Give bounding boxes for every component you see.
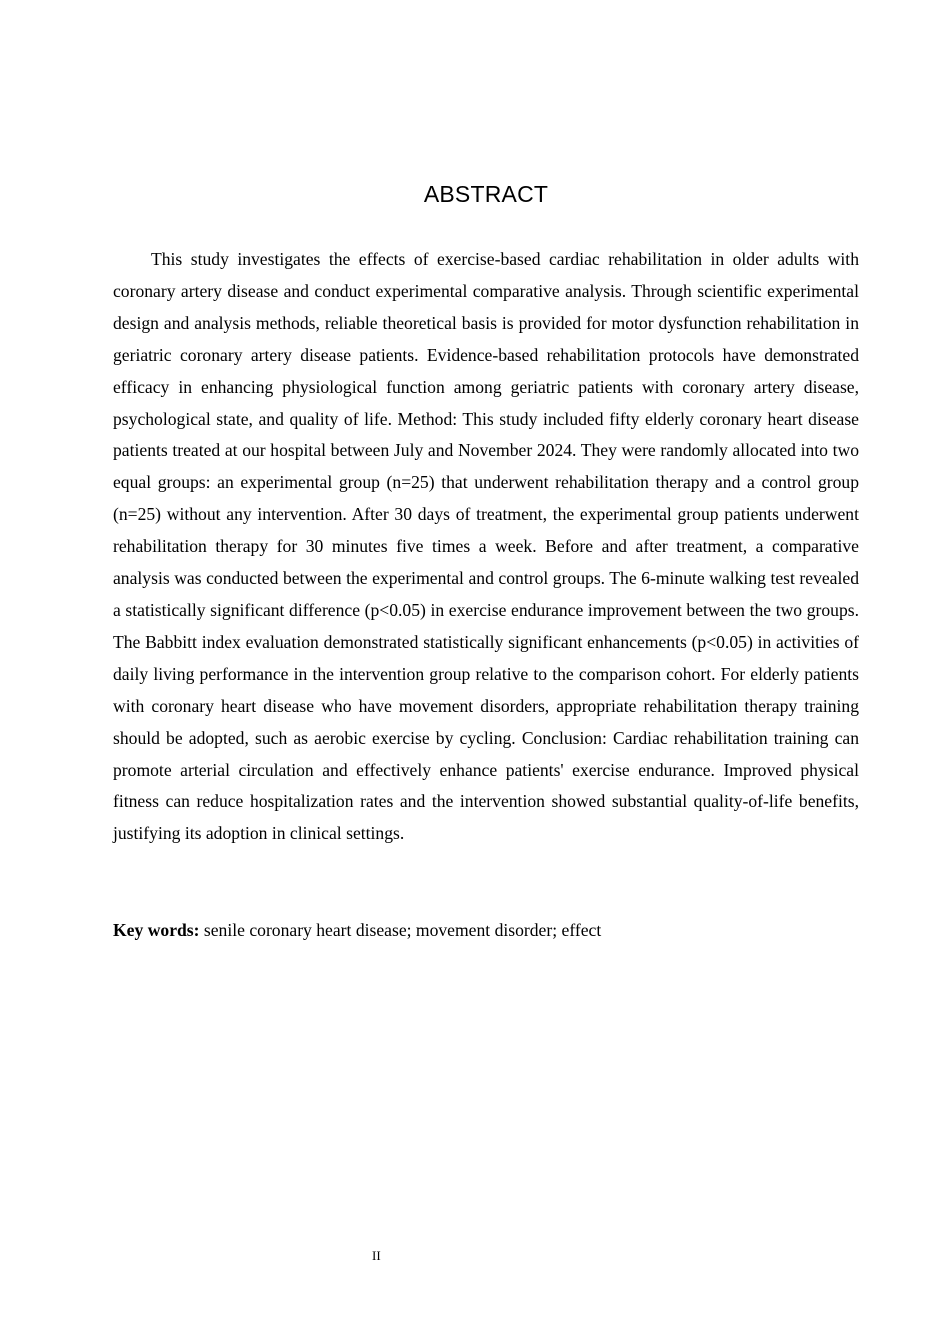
keywords-line (113, 915, 859, 947)
abstract-paragraph: This study investigates the effects of exercise-based cardiac rehabilitation in older adults with coronary artery disease and conduct experimental comparative analysis. Through scientific experimental design and analysis methods, reliable theoretical basis is provided for motor dysfunction rehabilitation in geriatric coronary artery disease patients. Evidence-based rehabilitation protocols have demonstrated efficacy in enhancing physiological function among geriatric patients with coronary artery disease, psychological state, and quality of life. Method: This study included fifty elderly coronary heart disease patients treated at our hospital between July and November 2024. They were randomly allocated into two equal groups: an experimental group (n=25) that underwent rehabilitation therapy and a control group (n=25) without any intervention. After 30 days of treatment, the experimental group patients underwent rehabilitation therapy for 30 minutes five times a week. Before and after treatment, a comparative analysis was conducted between the experimental and control groups. The 6-minute walking test revealed a statistically significant difference (p<0.05) in exercise endurance improvement between the two groups. The Babbitt index evaluation demonstrated statistically significant enhancements (p<0.05) in activities of daily living performance in the intervention group relative to the comparison cohort. For elderly patients with coronary heart disease who have movement disorders, appropriate rehabilitation therapy training should be adopted, such as aerobic exercise by cycling. Conclusion: Cardiac rehabilitation training can promote arterial circulation and effectively enhance patients' exercise endurance. Improved physical fitness can reduce hospitalization rates and the intervention showed substantial quality-of-life benefits, justifying its adoption in clinical settings. (113, 249, 859, 844)
keywords-text: senile coronary heart disease; movement disorder; effect (199, 920, 602, 940)
page-number: II (372, 1248, 381, 1263)
page-title: ABSTRACT (423, 181, 549, 207)
keywords-label: Key words: (113, 920, 200, 940)
